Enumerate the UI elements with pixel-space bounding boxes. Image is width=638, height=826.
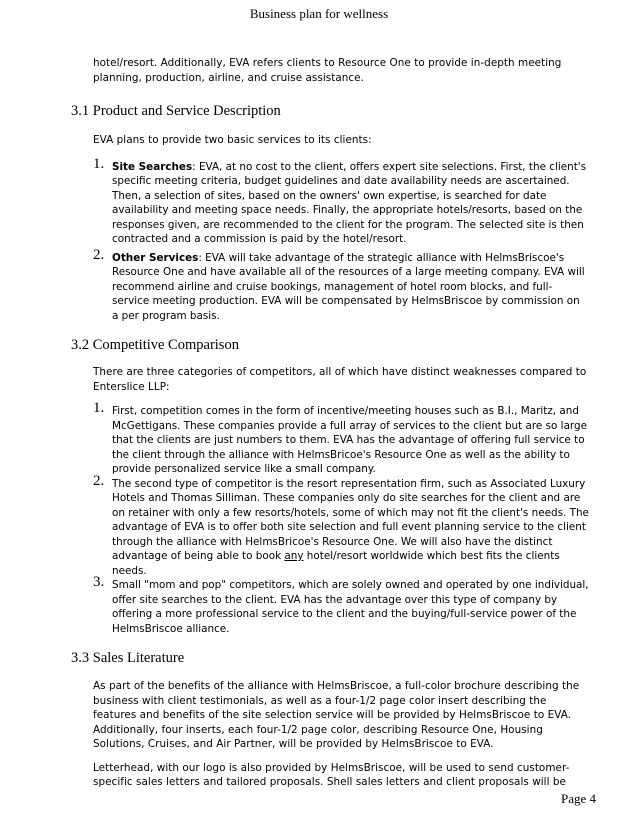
services-list xyxy=(75,155,595,324)
list-term: Site Searches xyxy=(112,160,193,173)
section-3-3-heading: 3.3 Sales Literature xyxy=(71,650,185,666)
section-3-2-lead: There are three categories of competitors, all of which have distinct weaknesses compared to Enterslice LLP: xyxy=(93,366,587,393)
section-3-3-paragraph-2: Letterhead, with our logo is also provided by HelmsBriscoe, will be used to send customer-specific sales letters and tailored proposals. Shell sales letters and client proposals will be xyxy=(93,761,570,788)
list-text: hotel/resort worldwide which best fits the clients needs. xyxy=(112,550,560,577)
list-number: 1. xyxy=(93,155,105,172)
page-header: Business plan for wellness xyxy=(249,6,389,21)
list-number: 2. xyxy=(93,472,105,489)
list-item xyxy=(93,574,589,636)
list-text: : EVA, at no cost to the client, offers expert site selections. First, the client's specific meeting criteria, budget guidelines and date availability needs are ascertained. Then, a selection of sites, based on the owners' own expertise, is searched for date availability and meeting space needs. Finally, the appropriate hotels/resorts, based on the responses given, are recommended to the client for the program. The selected site is then contracted and a commission is paid by the hotel/resort. xyxy=(112,160,587,245)
list-text: First, competition comes in the form of incentive/meeting houses such as B.I., Maritz, and McGettigans. These companies provide a full array of services to the client but are so large that the clients are just numbers to them. EVA has the advantage of offering full service to the client through the alliance with HelmsBricoe's Resource One as well as the ability to provide personalized service like a small company. xyxy=(112,405,588,475)
section-3-3-paragraph-1: As part of the benefits of the alliance with HelmsBriscoe, a full-color brochure describing the business with client testimonials, as well as a four-1/2 page color insert describing the features and benefits of the site selection service will be provided by HelmsBriscoe to EVA. Additionally, four inserts, each four-1/2 page color, describing Resource One, Housing Solutions, Cruises, and Air Partner, will be provided by HelmsBriscoe to EVA. xyxy=(93,680,580,750)
list-text: : EVA will take advantage of the strategic alliance with HelmsBriscoe's Resource One and have available all of the resources of a large meeting company. EVA will recommend airline and cruise bookings, management of hotel room blocks, and full-service meeting production. EVA will be compensated by HelmsBriscoe by commission on a per program basis. xyxy=(112,251,585,322)
list-item xyxy=(93,155,589,247)
document-body xyxy=(71,56,595,790)
section-3-2-heading: 3.2 Competitive Comparison xyxy=(71,337,239,353)
list-text: Small "mom and pop" competitors, which are solely owned and operated by one individual, offer site searches to the client. EVA has the advantage over this type of company by offering a more professional service to the client and the buying/full-service power of the HelmsBriscoe alliance. xyxy=(112,579,589,635)
section-3-1-heading: 3.1 Product and Service Description xyxy=(71,103,281,119)
underlined-word: any xyxy=(284,550,304,562)
list-text: The second type of competitor is the resort representation firm, such as Associated Luxury Hotels and Thomas Silliman. These companies only do site searches for the client and are on retainer with only a few resorts/hotels, some of which may not fit the client's needs. The advantage of EVA is to offer both site selection and full event planning service to the client through the alliance with HelmsBricoe's Resource One. We will also have the distinct advantage of being able to book xyxy=(112,477,589,562)
list-number: 2. xyxy=(93,246,105,263)
intro-paragraph: hotel/resort. Additionally, EVA refers clients to Resource One to provide in-depth meeting planning, production, airline, and cruise assistance. xyxy=(93,57,562,84)
list-item xyxy=(93,472,589,579)
list-item xyxy=(93,400,589,477)
list-term: Other Services xyxy=(112,251,199,264)
section-3-1-lead: EVA plans to provide two basic services to its clients: xyxy=(93,134,372,146)
list-item xyxy=(93,246,589,324)
page-number: Page 4 xyxy=(560,791,596,806)
competitors-list xyxy=(75,400,595,636)
list-number: 1. xyxy=(93,400,105,416)
list-number: 3. xyxy=(93,574,105,590)
